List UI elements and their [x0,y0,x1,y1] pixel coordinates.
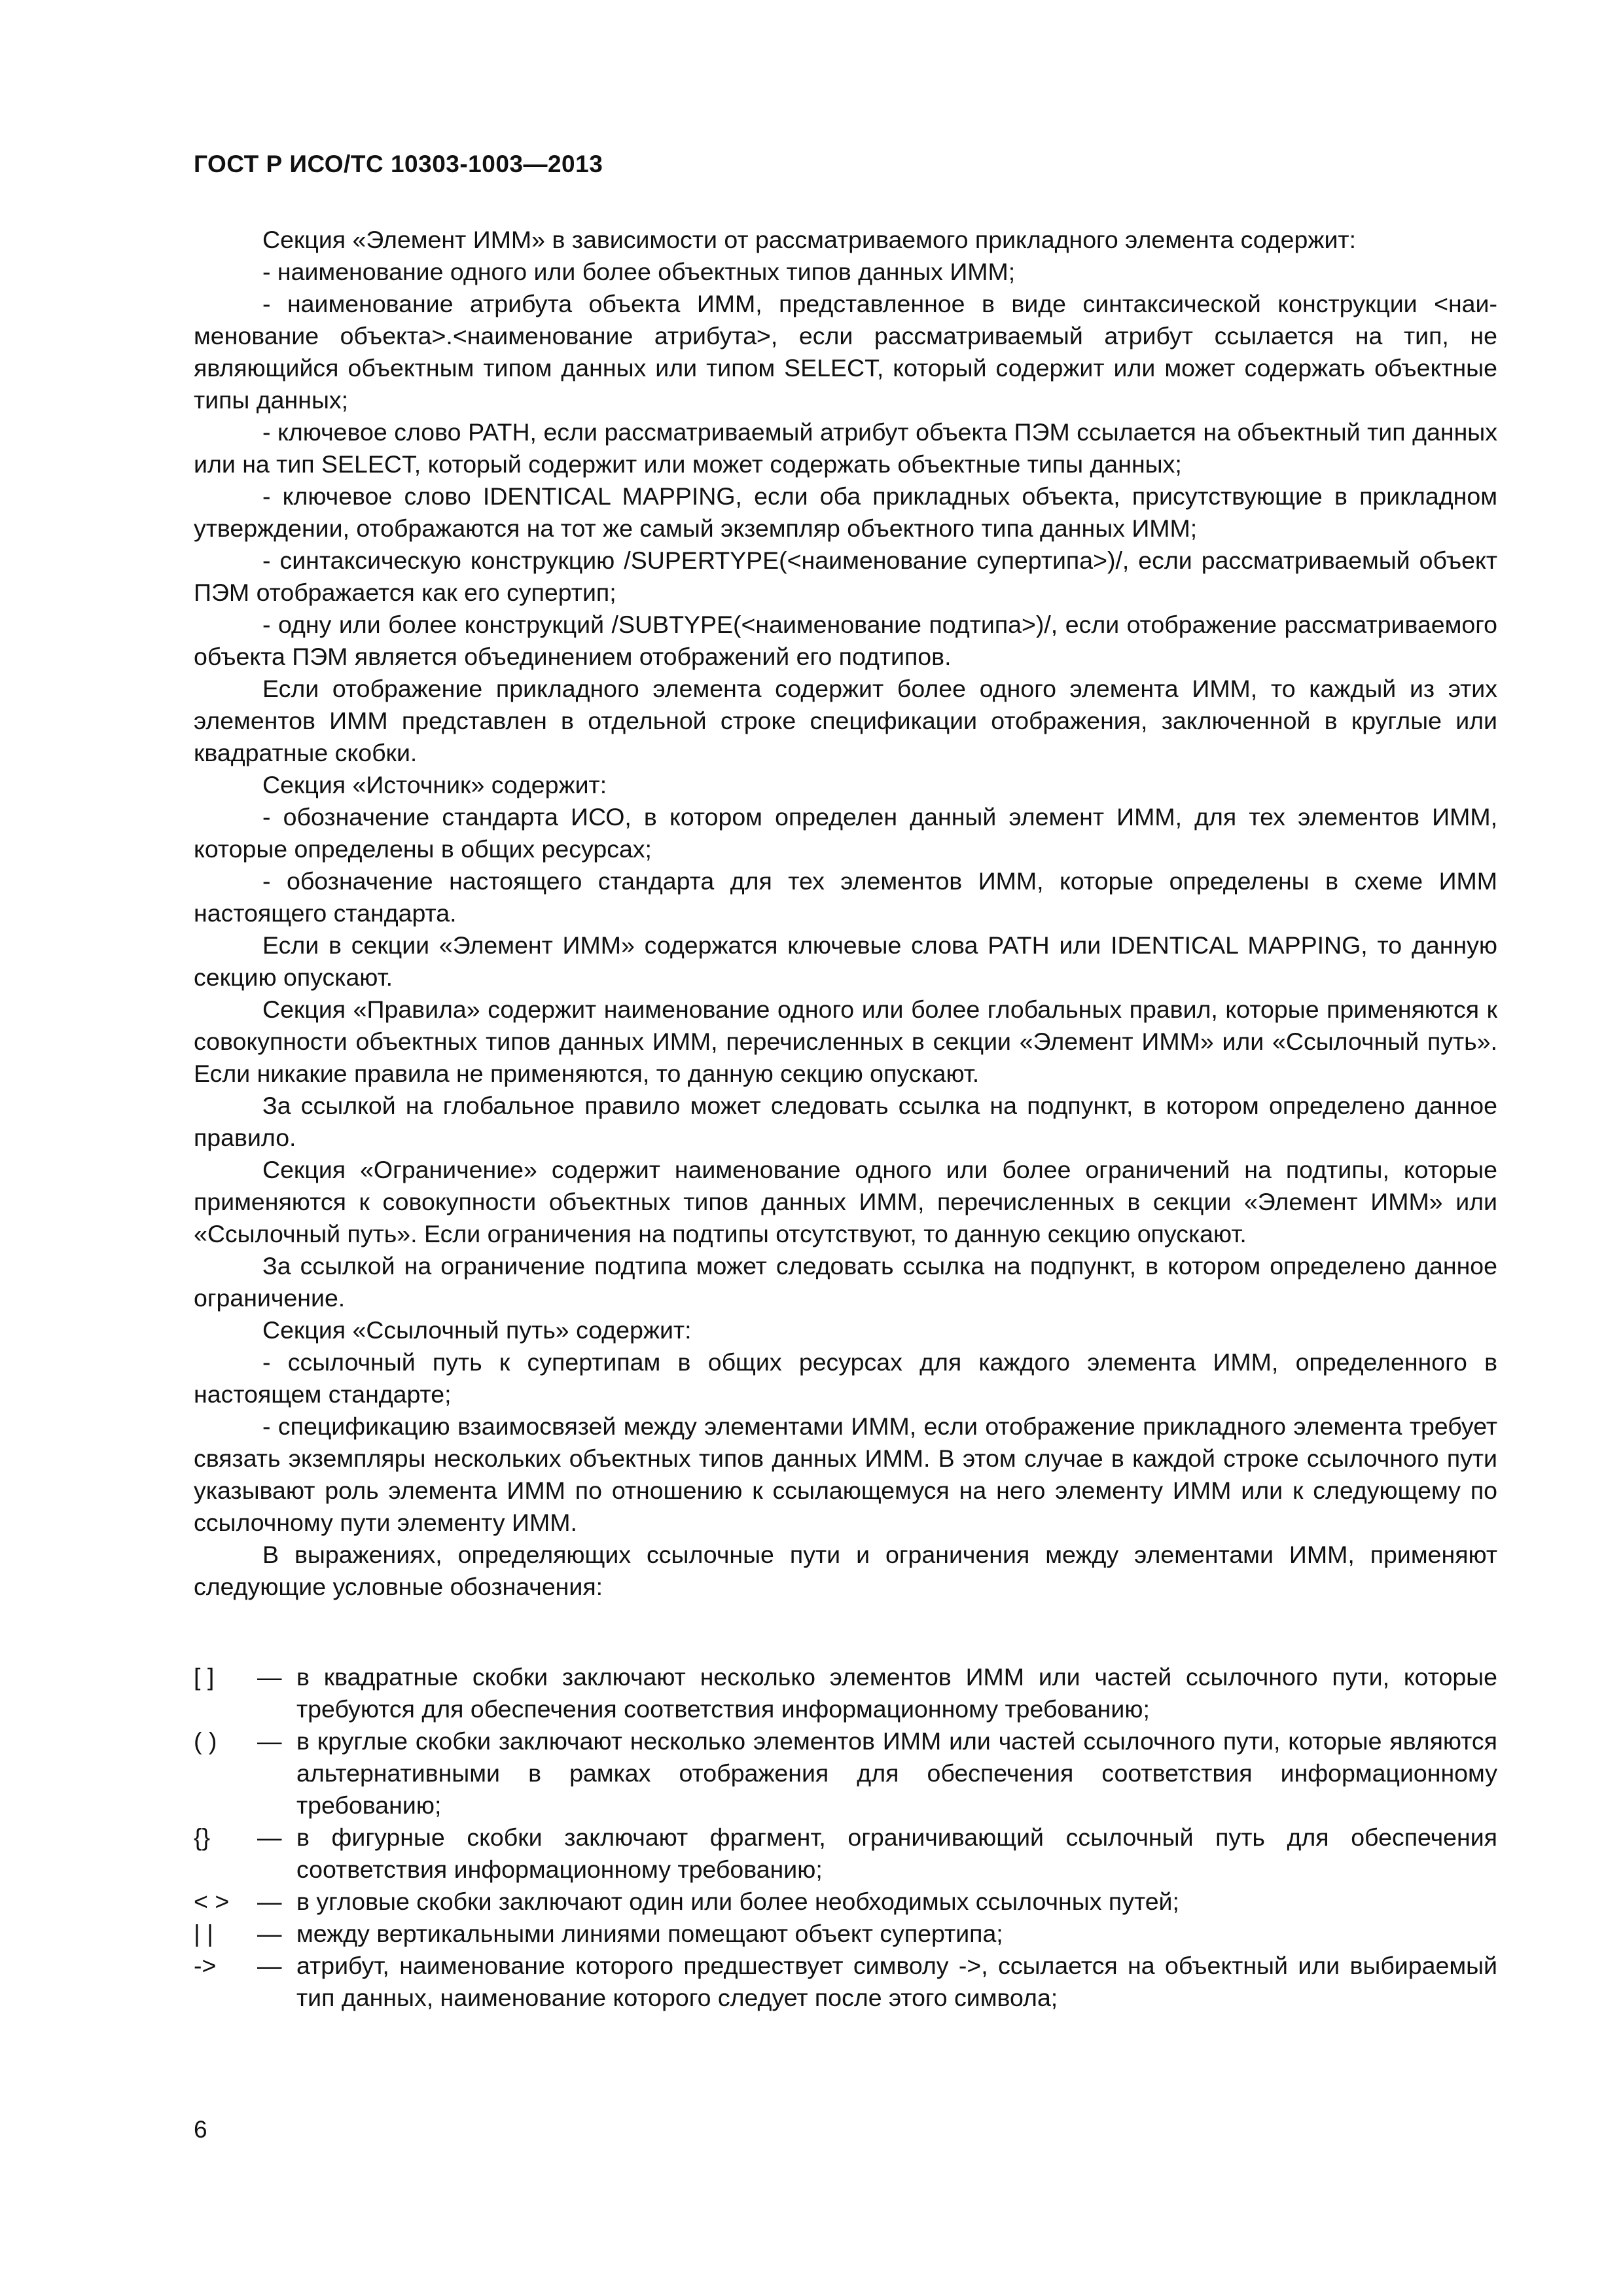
paragraph: - обозначение настоящего стандарта для тех элементов ИММ, которые определены в схеме ИММ настоящего стандарта. [194,867,1497,927]
paragraph: За ссылкой на глобальное правило может следовать ссылка на подпункт, в котором определено данное правило. [194,1092,1497,1151]
notation-definition: между вертикальными линиями помещают объект супертипа; [296,1920,1003,1947]
paragraph: - наименование атрибута объекта ИММ, представленное в виде синтаксической конструкции <наименование объекта>.<наименование атрибута>, если рассматриваемый атрибут ссылается на тип, не являющийся объектным типом данных или типом SELECT, который содержит или может содержать объектные типы данных; [194,290,1497,414]
notation-symbol: ( ) [194,1727,217,1755]
notation-definition: в квадратные скобки заключают несколько элементов ИММ или частей ссылочного пути, которые требуются для обеспечения соответствия информационному требованию; [296,1663,1497,1723]
notation-symbol: | | [194,1920,213,1947]
notation-definition: в круглые скобки заключают несколько элементов ИММ или частей ссылочного пути, которые являются альтернативными в рамках отображения для обеспечения соответствия информационному требованию; [296,1727,1497,1819]
notation-dash: — [257,1823,282,1851]
paragraph: Секция «Ссылочный путь» содержит: [262,1316,692,1344]
paragraph: В выражениях, определяющих ссылочные пути и ограничения между элементами ИММ, применяют следующие условные обозначения: [194,1541,1497,1600]
notation-symbol: {} [194,1823,211,1851]
notation-dash: — [257,1663,282,1691]
paragraph: Секция «Источник» содержит: [262,771,607,798]
paragraph: - синтаксическую конструкцию /SUPERTYPE(<наименование супертипа>)/, если рассматриваемый объект ПЭМ отображается как его супертип; [194,547,1497,606]
notation-definition: в угловые скобки заключают один или более необходимых ссылочных путей; [296,1888,1179,1915]
page-number: 6 [194,2116,207,2143]
notation-item [194,1725,1497,1821]
paragraph: - ссылочный путь к супертипам в общих ресурсах для каждого элемента ИММ, определенного в настоящем стандарте; [194,1348,1497,1408]
body-text [194,224,1497,1603]
notation-symbol: [ ] [194,1663,215,1691]
notation-item [194,1918,1497,1950]
notation-dash: — [257,1727,282,1755]
paragraph: - ключевое слово IDENTICAL MAPPING, если оба прикладных объекта, присутствующие в прикладном утверждении, отображаются на тот же самый экземпляр объектного типа данных ИММ; [194,482,1497,542]
paragraph: Секция «Элемент ИММ» в зависимости от рассматриваемого прикладного элемента содержит: [262,226,1357,253]
paragraph: Если отображение прикладного элемента содержит более одного элемента ИММ, то каждый из этих элементов ИММ представлен в отдельной строке спецификации отображения, заключенной в круглые или квадратные скобки. [194,675,1497,766]
notation-definition: в фигурные скобки заключают фрагмент, ограничивающий ссылочный путь для обеспечения соответствия информационному требованию; [296,1823,1497,1883]
notation-item [194,1950,1497,2014]
notation-symbol: -> [194,1952,217,1979]
notation-definition: атрибут, наименование которого предшествует символу ->, ссылается на объектный или выбираемый тип данных, наименование которого следует после этого символа; [296,1952,1497,2011]
paragraph: - обозначение стандарта ИСО, в котором определен данный элемент ИММ, для тех элементов ИММ, которые определены в общих ресурсах; [194,803,1497,863]
paragraph: Если в секции «Элемент ИММ» содержатся ключевые слова PATH или IDENTICAL MAPPING, то данную секцию опускают. [194,931,1497,991]
document-header: ГОСТ Р ИСО/ТС 10303-1003—2013 [194,151,603,177]
paragraph: - одну или более конструкций /SUBTYPE(<наименование подтипа>)/, если отображение рассматриваемого объекта ПЭМ является объединением отображений его подтипов. [194,611,1497,670]
notation-dash: — [257,1952,282,1979]
paragraph: Секция «Правила» содержит наименование одного или более глобальных правил, которые применяются к совокупности объектных типов данных ИММ, перечисленных в секции «Элемент ИММ» или «Ссылочный путь». Если никакие правила не применяются, то данную секцию опускают. [194,996,1497,1087]
notation-dash: — [257,1888,282,1915]
paragraph: Секция «Ограничение» содержит наименование одного или более ограничений на подтипы, которые применяются к совокупности объектных типов данных ИММ, перечисленных в секции «Элемент ИММ» или «Ссылочный путь». Если ограничения на подтипы отсутствуют, то данную секцию опускают. [194,1156,1497,1247]
notation-item [194,1661,1497,1725]
notation-item [194,1821,1497,1886]
notation-symbol: < > [194,1888,230,1915]
paragraph: - спецификацию взаимосвязей между элементами ИММ, если отображение прикладного элемента требует связать экземпляры нескольких объектных типов данных ИММ. В этом случае в каждой строке ссылочного пути указывают роль элемента ИММ по отношению к ссылающемуся на него элементу ИММ или к следующему по ссылочному пути элементу ИММ. [194,1412,1497,1536]
paragraph: - ключевое слово PATH, если рассматриваемый атрибут объекта ПЭМ ссылается на объектный тип данных или на тип SELECT, который содержит или может содержать объектные типы данных; [194,418,1497,478]
notation-list [194,1661,1497,2014]
paragraph: - наименование одного или более объектных типов данных ИММ; [262,258,1016,285]
paragraph: За ссылкой на ограничение подтипа может следовать ссылка на подпункт, в котором определено данное ограничение. [194,1252,1497,1312]
notation-dash: — [257,1920,282,1947]
notation-item [194,1886,1497,1918]
